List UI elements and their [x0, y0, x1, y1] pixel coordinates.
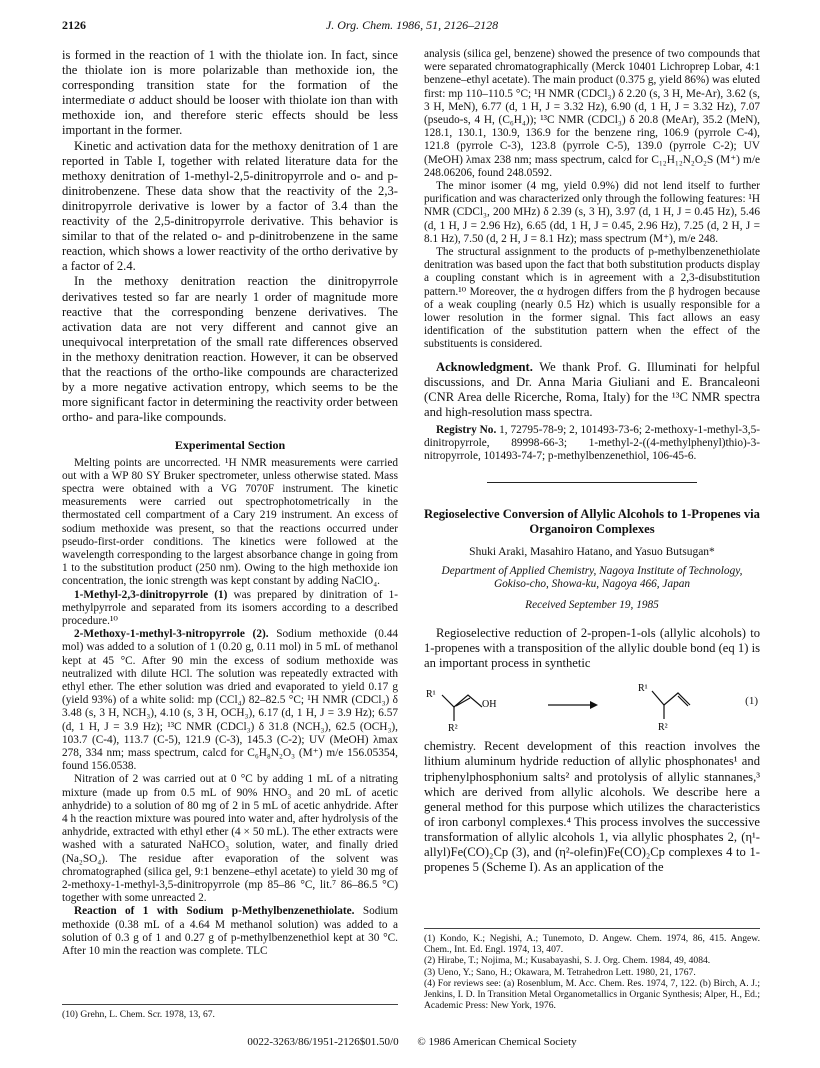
- paragraph: analysis (silica gel, benzene) showed the presence of two compounds that were separated chromatographically (Merck 10401 Lichroprep Lobar, 4:1 benzene–ethyl acetate). The main product (0.375 g, yield 86%) was eluted first: mp 110–110.5 °C; ¹H NMR (CDCl₃) δ 2.20 (s, 3 H, Me-Ar), 3.62 (s, 3 H, MeN), 6.77 (d, 1 H, J = 3.32 Hz), 6.90 (d, 1 H, J = 3.32 Hz), 7.07 (pseudo-s, 4 H, (C₆H₄)); ¹³C NMR (CDCl₃) δ 20.8 (MeAr), 35.2 (MeN), 128.1, 130.1, 130.9, 136.9 for the benzene ring, 106.9 (pyrrole C-4), 121.8 (pyrrole C-3), 123.8 (pyrrole C-5), 139.0 (pyrrole C-2); UV (MeOH) λmax 238 nm; mass spectrum, calcd for C₁₂H₁₂N₂O₂S (M⁺) m/e 248.06206, found 248.0592.: [424, 48, 760, 179]
- paragraph-text: Sodium methoxide (0.38 mL of a 4.64 M methanol solution) was added to a solution of 0.3 g of 1 and 0.27 g of p-methylbenzenethiol kept at 30 °C. After 10 min the reaction was complete. TLC: [62, 905, 398, 958]
- compound-heading: 1-Methyl-2,3-dinitropyrrole (1): [74, 588, 228, 601]
- acknowledgment-heading: Acknowledgment.: [436, 359, 533, 374]
- page-number: 2126: [62, 18, 86, 32]
- r2-label-product: R²: [658, 722, 668, 734]
- r1-label-product: R¹: [638, 683, 648, 695]
- paragraph-text: Sodium methoxide (0.44 mol) was added to a solution of 1 (0.20 g, 0.11 mol) in 5 mL of methanol kept at 45 °C. After 90 min the excess of sodium methoxide was neutralized with dilute HCl. The solution was repeatedly extracted with ethyl ether. The ether solution was dried and evaporated to yield 0.17 g (yield 93%) of a white solid: mp (CCl₄) 82–82.5 °C; ¹H NMR (CDCl₃) δ 3.48 (s, 3 H, NCH₃), 4.10 (s, 3 H, OCH₃), 6.17 (d, 1 H, J = 3.9 Hz); 6.57 (d, 1 H, J = 3.9 Hz); ¹³C NMR (CDCl₃) δ 31.8 (NCH₃), 62.5 (OCH₃), 103.7 (C-4), 113.7 (C-5), 121.9 (C-3), 145.3 (C-2); UV (MeOH) λmax 278, 334 nm; mass spectrum, calcd for C₆H₈N₂O₃ (M⁺) m/e 156.05354, found 156.0538.: [62, 628, 398, 773]
- article-divider: [487, 482, 697, 483]
- paragraph: Melting points are uncorrected. ¹H NMR measurements were carried out with a WP 80 SY Bruker spectrometer, unless otherwise stated. Mass spectra were obtained with a VG 7070F instrument. The kinetic measurements were carried out spectrophotometrically in the thermostated cell compartment of a Cary 219 instrument. An excess of sodium methoxide was present, so that the reactions occurred under pseudo-first-order conditions. The kinetics were followed at the wavelength corresponding to the largest absorbance change in going from 1 to the substitution product (250 nm). Owing to the high methoxide ion concentration, the ionic strength was kept constant by adding NaClO₄.: [62, 456, 398, 588]
- registry-numbers: [424, 424, 760, 464]
- paragraph: [62, 905, 398, 958]
- paragraph: chemistry. Recent development of this reaction involves the lithium aluminum hydride reduction of allylic phosphonates¹ and triphenylphosphonium salts² and protolysis of allylic stannanes,³ which are derived from allylic alcohols. We describe here a general method for this purpose which utilizes the characteristics of iron carbonyl complexes.⁴ This process involves the successive transformation of allylic alcohols 1, via allylic phosphates 2, (η¹-allyl)Fe(CO)₂Cp (3), and (η²-olefin)Fe(CO)₂Cp complexes 4 to 1-propenes 5 (Scheme I). As an application of the: [424, 739, 760, 875]
- footnote: (4) For reviews see: (a) Rosenblum, M. Acc. Chem. Res. 1974, 7, 122. (b) Birch, A. J.; Jenkins, I. D. In Transition Metal Organometallics in Organic Synthesis; Alper, H., Ed.; Academic Press: New York, 1976.: [424, 977, 760, 1012]
- page-footer: [62, 1036, 762, 1048]
- right-column: [424, 48, 760, 875]
- paragraph-text: was prepared by dinitration of 1-methylpyrrole and separated from its isomers according to a described procedure.¹⁰: [62, 588, 398, 627]
- compound-heading: Reaction of 1 with Sodium p-Methylbenzenethiolate.: [74, 905, 355, 918]
- compound-heading: 2-Methoxy-1-methyl-3-nitropyrrole (2).: [74, 628, 269, 641]
- paragraph: The minor isomer (4 mg, yield 0.9%) did not lend itself to further purification and was characterized only through the following features: ¹H NMR (CDCl₃, 200 MHz) δ 2.39 (s, 3 H), 3.97 (d, 1 H, J = 0.45 Hz), 5.46 (d, 1 H, J = 2.96 Hz), 6.65 (dd, 1 H, J = 0.45, 2.96 Hz), 7.25 (d, 2 H, J = 8.1 Hz), 7.50 (d, 2 H, J = 8.1 Hz); mass spectrum (M⁺), m/e 248.: [424, 180, 760, 245]
- oh-label: OH: [482, 699, 497, 711]
- acknowledgment: [424, 360, 760, 420]
- paragraph: Nitration of 2 was carried out at 0 °C by adding 1 mL of a nitrating mixture (made up from 0.5 mL of 90% HNO₃ and 20 mL of acetic anhydride) to a solution of 80 mg of 2 in 5 mL of acetic anhydride. After 4 h the reaction mixture was poured into water and, after hydrolysis of the anhydride, extracted with ethyl ether (4 × 50 mL). The ether extracts were washed with a saturated NaHCO₃ solution, water, and finally dried (Na₂SO₄). The residue after evaporation of the solvent was chromatographed (silica gel, 9:1 benzene–ethyl acetate) to yield 30 mg of 2-methoxy-1-methyl-3,5-dinitropyrrole (mp 85–86 °C, lit.⁷ 86–86.5 °C) together with some unreacted 2.: [62, 773, 398, 905]
- reactant-chain: [442, 695, 482, 707]
- article-title: Regioselective Conversion of Allylic Alcohols to 1-Propenes via Organoiron Complexes: [424, 506, 760, 536]
- reaction-scheme-drawing: [424, 677, 760, 733]
- footnote: (10) Grehn, L. Chem. Scr. 1978, 13, 67.: [62, 1009, 215, 1020]
- arrow-head: [590, 701, 598, 709]
- article-code: 0022-3263/86/1951-2126$01.50/0: [247, 1036, 399, 1048]
- paragraph: In the methoxy denitration reaction the dinitropyrrole derivatives tested so far are nearly 1 order of magnitude more reactive that the corresponding benzene derivatives. The activation data are not very different and cannot give an unequivocal interpretation of the small rate differences observed in the methoxy denitration reaction. However, it can be observed that the reactions of the ortho-like compounds are characterized by a more negative activation entropy, which seems to be the more significant factor in determining the reactivity order between ortho- and para-like compounds.: [62, 274, 398, 425]
- reaction-equation: [424, 677, 760, 733]
- copyright: © 1986 American Chemical Society: [417, 1036, 577, 1048]
- paragraph: [62, 628, 398, 773]
- r1-label-reactant: R¹: [426, 689, 436, 701]
- footnote: (1) Kondo, K.; Negishi, A.; Tunemoto, D. Angew. Chem. 1974, 86, 415. Angew. Chem., Int. Ed. Engl. 1974, 13, 407.: [424, 933, 760, 956]
- paragraph: is formed in the reaction of 1 with the thiolate ion. In fact, since the thiolate ion is more polarizable than methoxide ion, the corresponding transition state for the formation of the intermediate σ adduct should be looser with thiolate ion than with methoxide ion, and therefore steric effects should be less important in the former.: [62, 48, 398, 138]
- received-date: Received September 19, 1985: [525, 598, 659, 611]
- r2-label-reactant: R²: [448, 723, 458, 734]
- footnote: (2) Hirabe, T.; Nojima, M.; Kusabayashi, S. J. Org. Chem. 1984, 49, 4084.: [424, 955, 711, 967]
- running-header: [62, 18, 762, 36]
- section-heading: Experimental Section: [174, 438, 286, 453]
- paragraph: Regioselective reduction of 2-propen-1-ols (allylic alcohols) to 1-propenes with a transposition of the allylic double bond (eq 1) is an important process in synthetic: [424, 626, 760, 671]
- footnotes-left: [62, 1004, 398, 1020]
- paragraph: [62, 589, 398, 629]
- paragraph: The structural assignment to the products of p-methylbenzenethiolate denitration was based upon the fact that both substitution products display a coupling constant which is in agreement with a 2,3-disubstitution pattern.¹⁰ Moreover, the α hydrogen differs from the β hydrogen because of a weak coupling (nearly 0.5 Hz) which is usually responsible for a lower resolution in the former signal. This fact allows an easy identification of the substitution pattern when the effect of the substituents is considered.: [424, 246, 760, 351]
- footnotes-right: [424, 928, 760, 1011]
- footnote: (3) Ueno, Y.; Sano, H.; Okawara, M. Tetrahedron Lett. 1980, 21, 1767.: [424, 966, 696, 978]
- article-affiliation: Department of Applied Chemistry, Nagoya Institute of Technology, Gokiso-cho, Showa-ku, Nagoya 466, Japan: [441, 564, 743, 590]
- acknowledgment-text: We thank Prof. G. Illuminati for helpful discussions, and Dr. Anna Maria Giuliani and E. Brancaleoni (CNR Area delle Ricerche, Roma, Italy) for the ¹³C NMR spectra and high-resolution mass spectra.: [424, 359, 760, 419]
- journal-citation: J. Org. Chem. 1986, 51, 2126–2128: [325, 18, 499, 32]
- registry-text: 1, 72795-78-9; 2, 101493-73-6; 2-methoxy-1-methyl-3,5-dinitropyrrole, 89998-66-3; 1-methyl-2-((4-methylphenyl)thio)-3-nitropyrrole, 101493-74-7; p-methylbenzenethiol, 106-45-6.: [424, 424, 760, 463]
- article-authors: Shuki Araki, Masahiro Hatano, and Yasuo Butsugan*: [469, 545, 715, 558]
- registry-heading: Registry No.: [436, 424, 497, 437]
- paragraph: Kinetic and activation data for the methoxy denitration of 1 are reported in Table I, together with related literature data for the methoxy denitration of 1-methyl-2,5-dinitropyrrole and o- and p-dinitrobenzene. These data show that the reactivity of the 2,3-dinitropyrrole derivative is lower by a factor of 3.4 than the reactivity of the 2,5-dinitropyrrole derivative. This behavior is similar to that of the related o- and p-dinitrobenzene in the same reaction, which shows a lower reactivity of the ortho derivative by a factor of 2.4.: [62, 138, 398, 274]
- equation-number: (1): [745, 695, 758, 708]
- left-column: [62, 48, 398, 958]
